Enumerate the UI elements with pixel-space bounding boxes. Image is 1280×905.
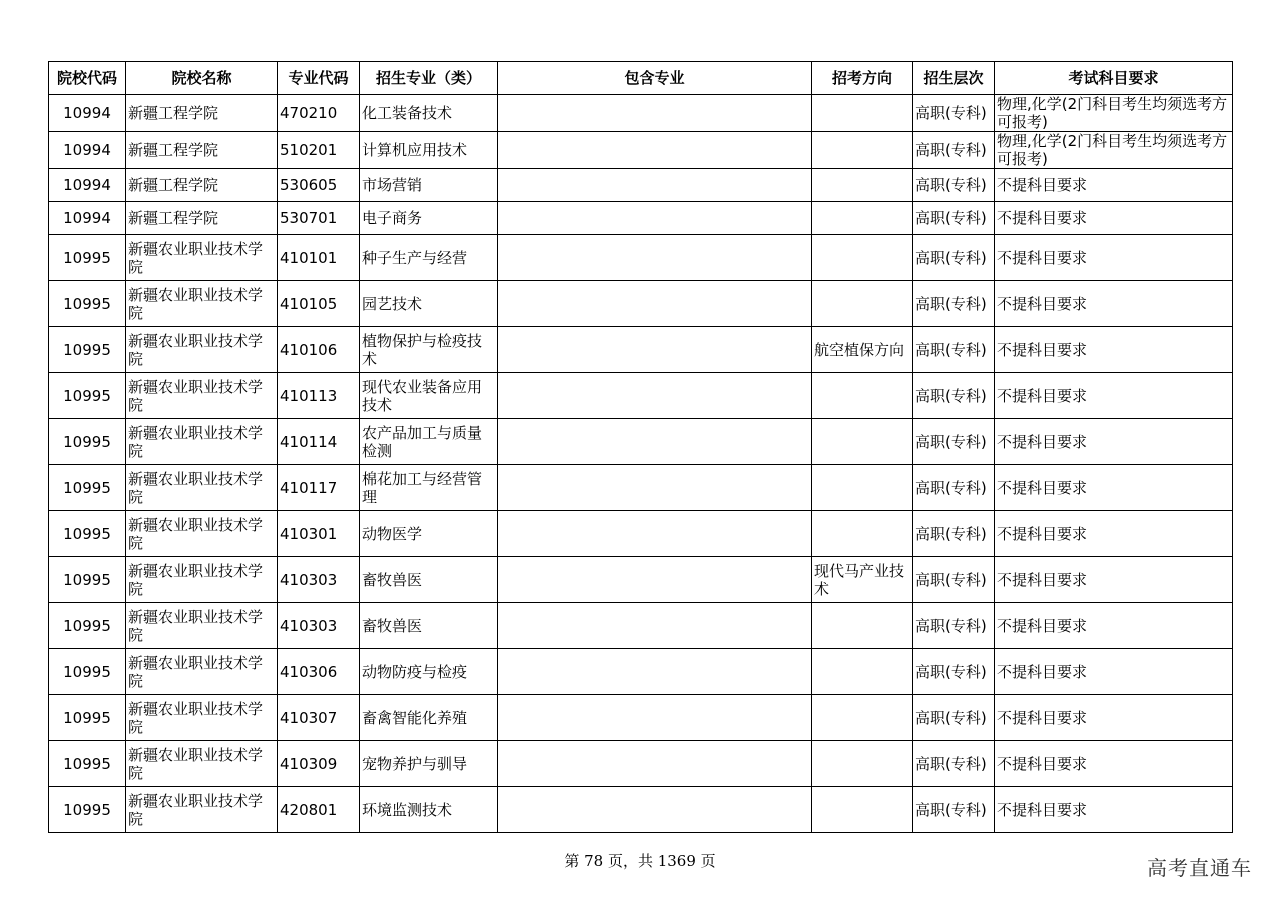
- level-cell: 高职(专科): [913, 649, 995, 695]
- included-cell: [498, 169, 812, 202]
- school-name-cell: 新疆农业职业技术学院: [126, 465, 278, 511]
- table-row: [49, 603, 1233, 649]
- header-school-code: 院校代码: [49, 62, 126, 95]
- requirement-cell: 不提科目要求: [995, 787, 1233, 833]
- included-cell: [498, 787, 812, 833]
- school-code-cell: 10995: [49, 649, 126, 695]
- major-cell: 棉花加工与经营管理: [360, 465, 498, 511]
- school-name-cell: 新疆工程学院: [126, 132, 278, 169]
- table-row: [49, 787, 1233, 833]
- school-code-cell: 10994: [49, 169, 126, 202]
- header-major-code: 专业代码: [278, 62, 360, 95]
- table-row: [49, 95, 1233, 132]
- major-cell: 环境监测技术: [360, 787, 498, 833]
- level-cell: 高职(专科): [913, 741, 995, 787]
- level-cell: 高职(专科): [913, 281, 995, 327]
- level-cell: 高职(专科): [913, 327, 995, 373]
- table-row: [49, 373, 1233, 419]
- school-name-cell: 新疆农业职业技术学院: [126, 695, 278, 741]
- table-row: [49, 695, 1233, 741]
- direction-cell: [812, 649, 913, 695]
- admissions-table: [48, 61, 1233, 833]
- school-name-cell: 新疆农业职业技术学院: [126, 557, 278, 603]
- school-name-cell: 新疆工程学院: [126, 95, 278, 132]
- school-code-cell: 10994: [49, 95, 126, 132]
- table-row: [49, 169, 1233, 202]
- header-direction: 招考方向: [812, 62, 913, 95]
- header-row: [49, 62, 1233, 95]
- major-code-cell: 410307: [278, 695, 360, 741]
- direction-cell: [812, 132, 913, 169]
- requirement-cell: 不提科目要求: [995, 465, 1233, 511]
- major-code-cell: 410303: [278, 557, 360, 603]
- school-name-cell: 新疆农业职业技术学院: [126, 327, 278, 373]
- direction-cell: [812, 373, 913, 419]
- major-cell: 电子商务: [360, 202, 498, 235]
- major-cell: 植物保护与检疫技术: [360, 327, 498, 373]
- major-cell: 动物防疫与检疫: [360, 649, 498, 695]
- table-row: [49, 202, 1233, 235]
- direction-cell: [812, 511, 913, 557]
- major-code-cell: 410113: [278, 373, 360, 419]
- table-row: [49, 327, 1233, 373]
- included-cell: [498, 235, 812, 281]
- included-cell: [498, 95, 812, 132]
- major-code-cell: 510201: [278, 132, 360, 169]
- level-cell: 高职(专科): [913, 419, 995, 465]
- school-code-cell: 10994: [49, 132, 126, 169]
- requirement-cell: 不提科目要求: [995, 202, 1233, 235]
- school-code-cell: 10995: [49, 511, 126, 557]
- direction-cell: 航空植保方向: [812, 327, 913, 373]
- major-code-cell: 410301: [278, 511, 360, 557]
- major-cell: 宠物养护与驯导: [360, 741, 498, 787]
- school-name-cell: 新疆农业职业技术学院: [126, 787, 278, 833]
- included-cell: [498, 202, 812, 235]
- school-name-cell: 新疆农业职业技术学院: [126, 649, 278, 695]
- table-row: [49, 741, 1233, 787]
- major-cell: 畜禽智能化养殖: [360, 695, 498, 741]
- level-cell: 高职(专科): [913, 511, 995, 557]
- included-cell: [498, 511, 812, 557]
- school-name-cell: 新疆农业职业技术学院: [126, 511, 278, 557]
- included-cell: [498, 327, 812, 373]
- level-cell: 高职(专科): [913, 557, 995, 603]
- major-code-cell: 420801: [278, 787, 360, 833]
- school-name-cell: 新疆农业职业技术学院: [126, 741, 278, 787]
- requirement-cell: 不提科目要求: [995, 169, 1233, 202]
- major-cell: 化工装备技术: [360, 95, 498, 132]
- table-row: [49, 281, 1233, 327]
- major-cell: 园艺技术: [360, 281, 498, 327]
- table-body: [49, 95, 1233, 833]
- direction-cell: [812, 787, 913, 833]
- major-cell: 农产品加工与质量检测: [360, 419, 498, 465]
- table-row: [49, 557, 1233, 603]
- header-school-name: 院校名称: [126, 62, 278, 95]
- direction-cell: [812, 695, 913, 741]
- table-row: [49, 465, 1233, 511]
- direction-cell: [812, 235, 913, 281]
- major-cell: 计算机应用技术: [360, 132, 498, 169]
- requirement-cell: 不提科目要求: [995, 419, 1233, 465]
- major-code-cell: 530701: [278, 202, 360, 235]
- direction-cell: [812, 741, 913, 787]
- direction-cell: [812, 95, 913, 132]
- direction-cell: [812, 202, 913, 235]
- level-cell: 高职(专科): [913, 603, 995, 649]
- school-code-cell: 10994: [49, 202, 126, 235]
- major-code-cell: 410114: [278, 419, 360, 465]
- school-code-cell: 10995: [49, 235, 126, 281]
- included-cell: [498, 419, 812, 465]
- school-code-cell: 10995: [49, 557, 126, 603]
- level-cell: 高职(专科): [913, 373, 995, 419]
- watermark-text: 高考直通车: [1147, 856, 1252, 880]
- major-cell: 现代农业装备应用技术: [360, 373, 498, 419]
- school-code-cell: 10995: [49, 787, 126, 833]
- included-cell: [498, 603, 812, 649]
- header-requirement: 考试科目要求: [995, 62, 1233, 95]
- major-cell: 市场营销: [360, 169, 498, 202]
- included-cell: [498, 649, 812, 695]
- major-code-cell: 410309: [278, 741, 360, 787]
- school-name-cell: 新疆农业职业技术学院: [126, 373, 278, 419]
- major-code-cell: 410101: [278, 235, 360, 281]
- requirement-cell: 不提科目要求: [995, 281, 1233, 327]
- level-cell: 高职(专科): [913, 132, 995, 169]
- school-code-cell: 10995: [49, 327, 126, 373]
- requirement-cell: 不提科目要求: [995, 695, 1233, 741]
- major-code-cell: 410106: [278, 327, 360, 373]
- page-number: 第 78 页，共 1369 页: [564, 852, 716, 870]
- level-cell: 高职(专科): [913, 235, 995, 281]
- major-cell: 畜牧兽医: [360, 603, 498, 649]
- school-code-cell: 10995: [49, 695, 126, 741]
- table-row: [49, 235, 1233, 281]
- school-code-cell: 10995: [49, 419, 126, 465]
- major-code-cell: 410303: [278, 603, 360, 649]
- major-code-cell: 410306: [278, 649, 360, 695]
- school-name-cell: 新疆农业职业技术学院: [126, 603, 278, 649]
- level-cell: 高职(专科): [913, 202, 995, 235]
- header-included-majors: 包含专业: [498, 62, 812, 95]
- direction-cell: 现代马产业技术: [812, 557, 913, 603]
- school-code-cell: 10995: [49, 741, 126, 787]
- school-code-cell: 10995: [49, 465, 126, 511]
- major-cell: 畜牧兽医: [360, 557, 498, 603]
- requirement-cell: 不提科目要求: [995, 327, 1233, 373]
- school-name-cell: 新疆工程学院: [126, 169, 278, 202]
- school-name-cell: 新疆农业职业技术学院: [126, 235, 278, 281]
- direction-cell: [812, 169, 913, 202]
- major-cell: 种子生产与经营: [360, 235, 498, 281]
- school-name-cell: 新疆农业职业技术学院: [126, 419, 278, 465]
- table-row: [49, 511, 1233, 557]
- table-row: [49, 649, 1233, 695]
- major-cell: 动物医学: [360, 511, 498, 557]
- included-cell: [498, 695, 812, 741]
- table-row: [49, 419, 1233, 465]
- school-code-cell: 10995: [49, 281, 126, 327]
- included-cell: [498, 132, 812, 169]
- direction-cell: [812, 419, 913, 465]
- school-name-cell: 新疆工程学院: [126, 202, 278, 235]
- requirement-cell: 物理,化学(2门科目考生均须选考方可报考): [995, 132, 1233, 169]
- major-code-cell: 410105: [278, 281, 360, 327]
- level-cell: 高职(专科): [913, 465, 995, 511]
- header-major: 招生专业（类）: [360, 62, 498, 95]
- header-level: 招生层次: [913, 62, 995, 95]
- requirement-cell: 不提科目要求: [995, 511, 1233, 557]
- requirement-cell: 不提科目要求: [995, 235, 1233, 281]
- level-cell: 高职(专科): [913, 169, 995, 202]
- requirement-cell: 不提科目要求: [995, 557, 1233, 603]
- included-cell: [498, 465, 812, 511]
- requirement-cell: 物理,化学(2门科目考生均须选考方可报考): [995, 95, 1233, 132]
- school-code-cell: 10995: [49, 373, 126, 419]
- table-row: [49, 132, 1233, 169]
- major-code-cell: 410117: [278, 465, 360, 511]
- major-code-cell: 470210: [278, 95, 360, 132]
- requirement-cell: 不提科目要求: [995, 741, 1233, 787]
- school-code-cell: 10995: [49, 603, 126, 649]
- included-cell: [498, 557, 812, 603]
- major-code-cell: 530605: [278, 169, 360, 202]
- level-cell: 高职(专科): [913, 695, 995, 741]
- included-cell: [498, 281, 812, 327]
- requirement-cell: 不提科目要求: [995, 373, 1233, 419]
- requirement-cell: 不提科目要求: [995, 649, 1233, 695]
- direction-cell: [812, 603, 913, 649]
- school-name-cell: 新疆农业职业技术学院: [126, 281, 278, 327]
- requirement-cell: 不提科目要求: [995, 603, 1233, 649]
- level-cell: 高职(专科): [913, 95, 995, 132]
- direction-cell: [812, 281, 913, 327]
- direction-cell: [812, 465, 913, 511]
- included-cell: [498, 741, 812, 787]
- level-cell: 高职(专科): [913, 787, 995, 833]
- included-cell: [498, 373, 812, 419]
